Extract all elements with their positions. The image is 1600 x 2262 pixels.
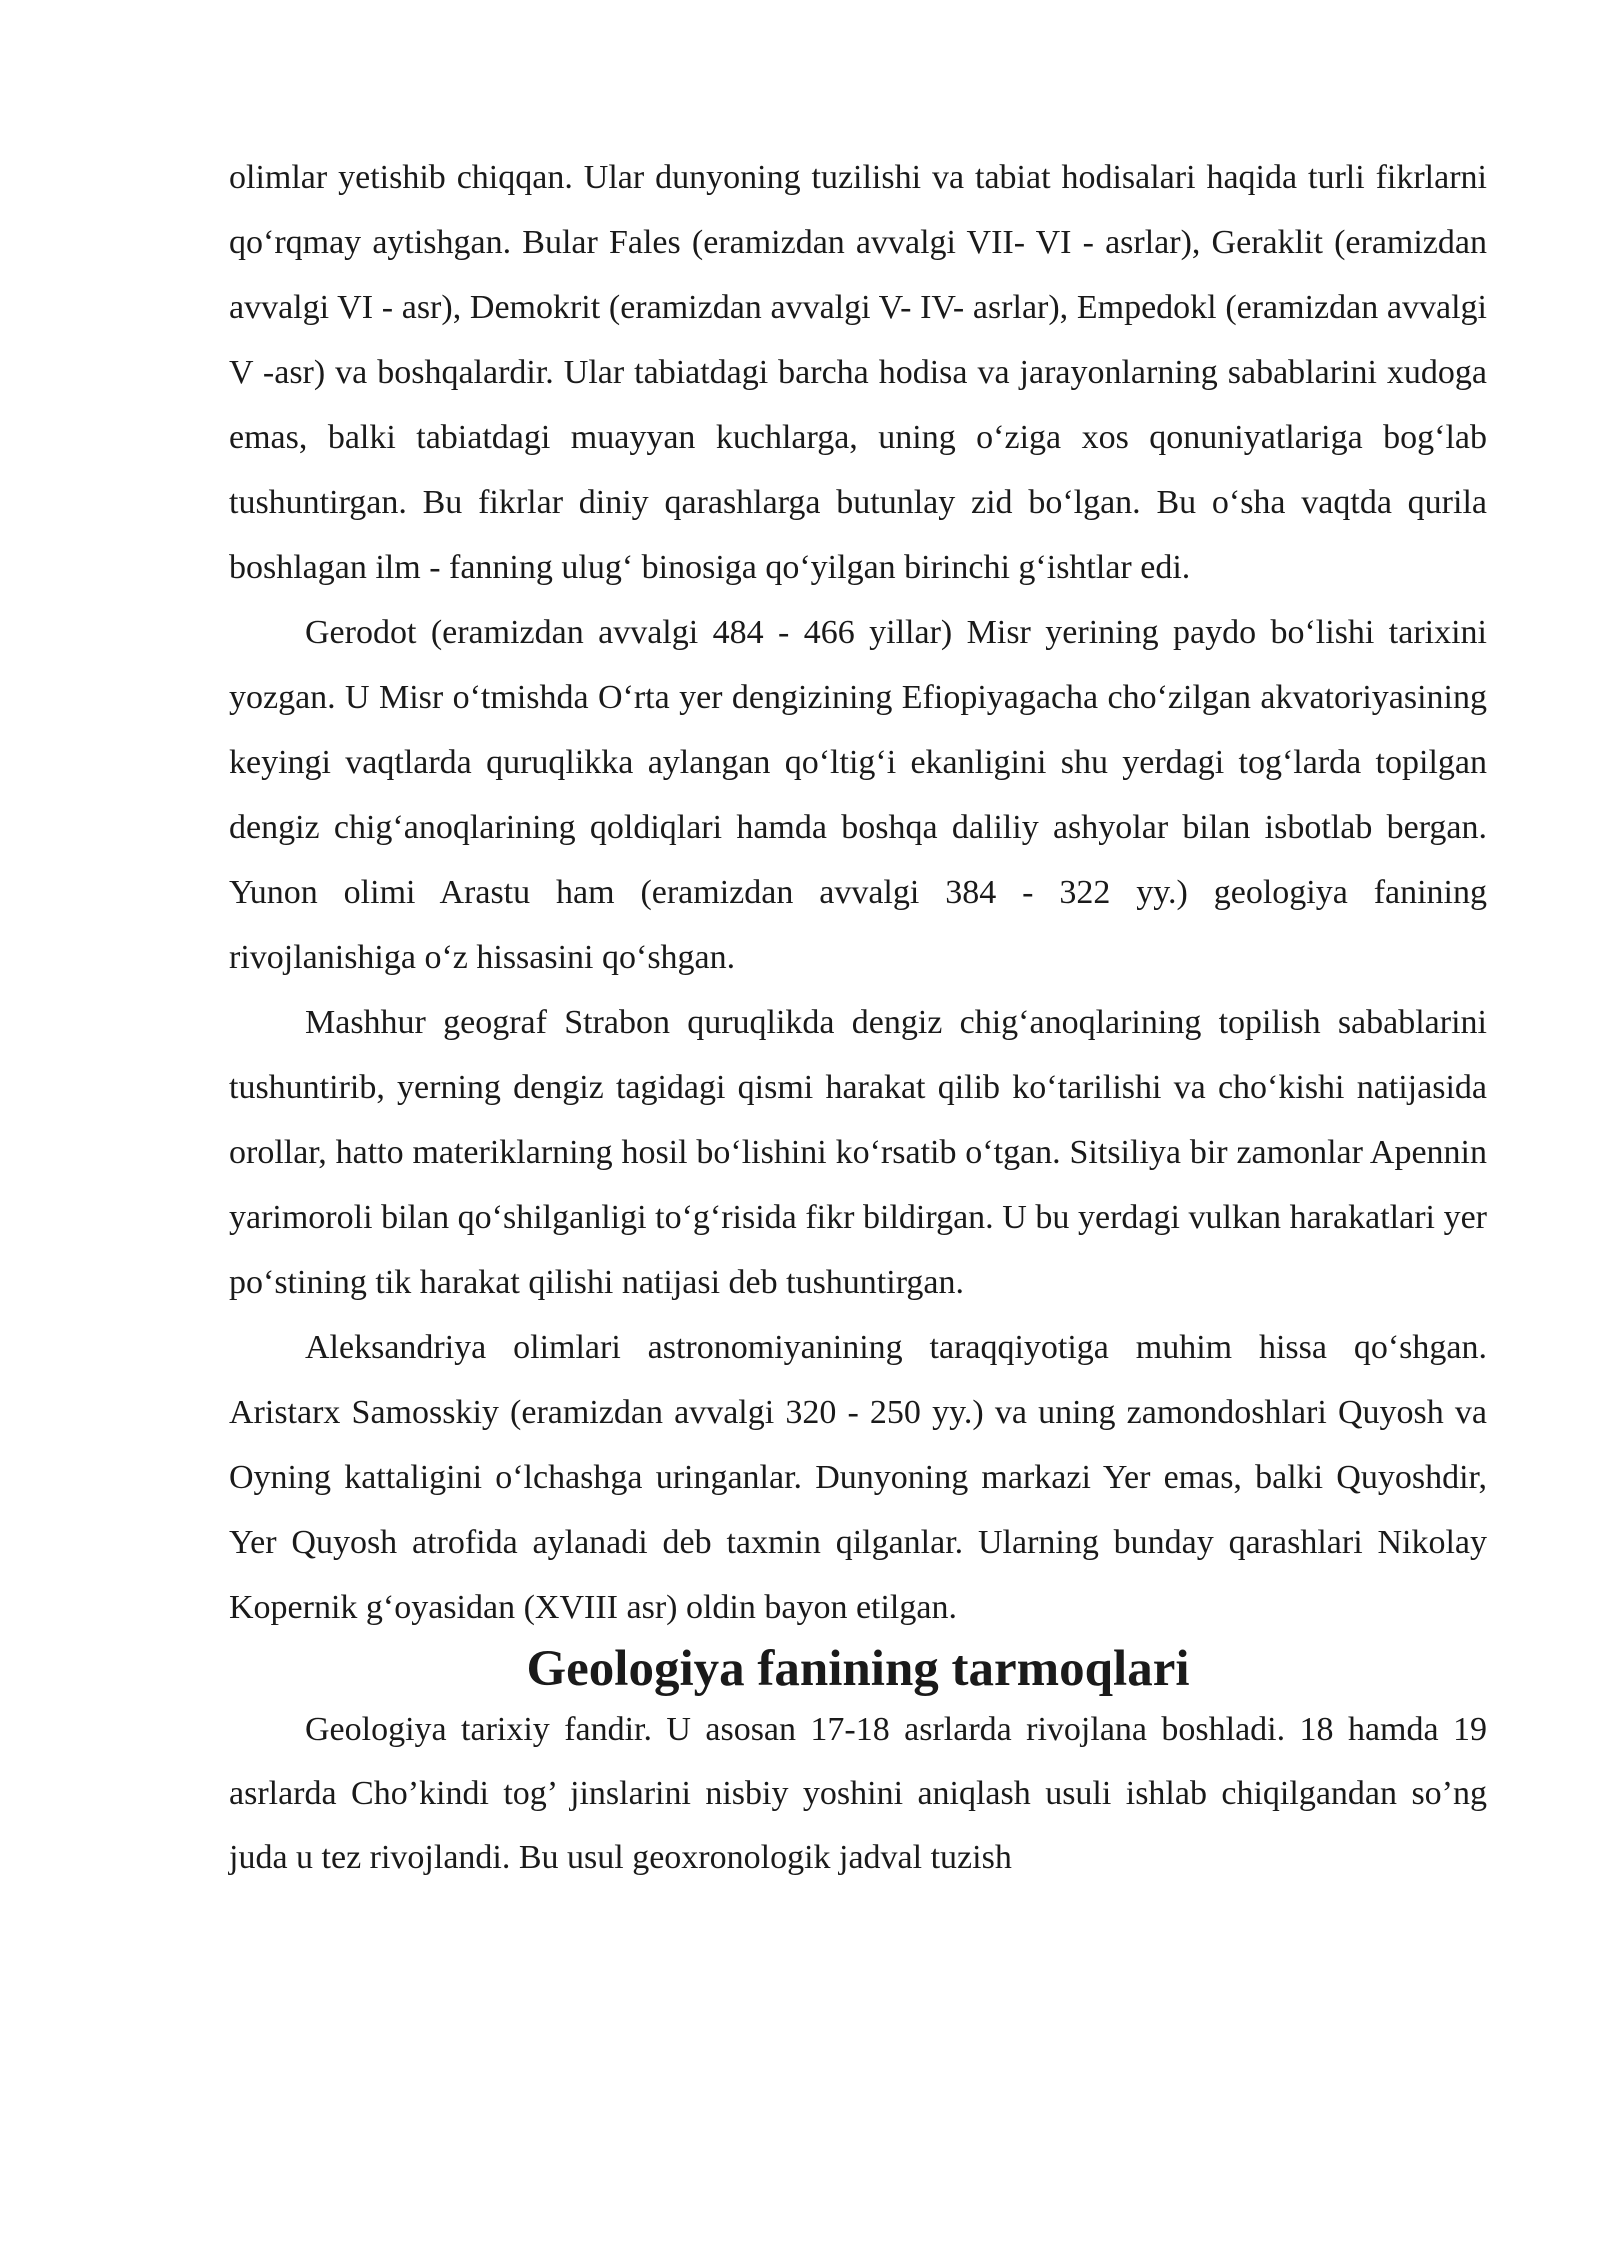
- section-heading: Geologiya fanining tarmoqlari: [526, 1641, 1190, 1697]
- paragraph-strabo: Mashhur geograf Strabon quruqlikda dengiz chig‘anoqlarining topilish sabablarini tushuntirib, yerning dengiz tagidagi qismi harakat qilib ko‘tarilishi va cho‘kishi natijasida orollar, hatto materiklarning hosil bo‘lishini ko‘rsatib o‘tgan. Sitsiliya bir zamonlar Apennin yarimoroli bilan qo‘shilganligi to‘g‘risida fikr bildirgan. U bu yerdagi vulkan harakatlari yer po‘stining tik harakat qilishi natijasi deb tushuntirgan.: [229, 1004, 1487, 1301]
- paragraph-geology-history: Geologiya tarixiy fandir. U asosan 17-18 asrlarda rivojlana boshladi. 18 hamda 19 asrlarda Cho’kindi tog’ jinslarini nisbiy yoshini aniqlash usuli ishlab chiqilgandan so’ng juda u tez rivojlandi. Bu usul geoxronologik jadval tuzish: [229, 1711, 1487, 1876]
- document-page: [229, 145, 1487, 1890]
- paragraph-ancient-scholars: olimlar yetishib chiqqan. Ular dunyoning tuzilishi va tabiat hodisalari haqida turli fikrlarni qo‘rqmay aytishgan. Bular Fales (eramizdan avvalgi VII- VI - asrlar), Geraklit (eramizdan avvalgi VI - asr), Demokrit (eramizdan avvalgi V- IV- asrlar), Empedokl (eramizdan avvalgi V -asr) va boshqalardir. Ular tabiatdagi barcha hodisa va jarayonlarning sabablarini xudoga emas, balki tabiatdagi muayyan kuchlarga, uning o‘ziga xos qonuniyatlariga bog‘lab tushuntirgan. Bu fikrlar diniy qarashlarga butunlay zid bo‘lgan. Bu o‘sha vaqtda qurila boshlagan ilm - fanning ulug‘ binosiga qo‘yilgan birinchi g‘ishtlar edi.: [229, 159, 1487, 586]
- paragraph-alexandria: Aleksandriya olimlari astronomiyanining taraqqiyotiga muhim hissa qo‘shgan. Aristarx Samosskiy (eramizdan avvalgi 320 - 250 yy.) va uning zamondoshlari Quyosh va Oyning kattaligini o‘lchashga uringanlar. Dunyoning markazi Yer emas, balki Quyoshdir, Yer Quyosh atrofida aylanadi deb taxmin qilganlar. Ularning bunday qarashlari Nikolay Kopernik g‘oyasidan (XVIII asr) oldin bayon etilgan.: [229, 1329, 1487, 1626]
- paragraph-herodotus: Gerodot (eramizdan avvalgi 484 - 466 yillar) Misr yerining paydo bo‘lishi tarixini yozgan. U Misr o‘tmishda O‘rta yer dengizining Efiopiyagacha cho‘zilgan akvatoriyasining keyingi vaqtlarda quruqlikka aylangan qo‘ltig‘i ekanligini shu yerdagi tog‘larda topilgan dengiz chig‘anoqlarining qoldiqlari hamda boshqa daliliy ashyolar bilan isbotlab bergan. Yunon olimi Arastu ham (eramizdan avvalgi 384 - 322 yy.) geologiya fanining rivojlanishiga o‘z hissasini qo‘shgan.: [229, 614, 1487, 976]
